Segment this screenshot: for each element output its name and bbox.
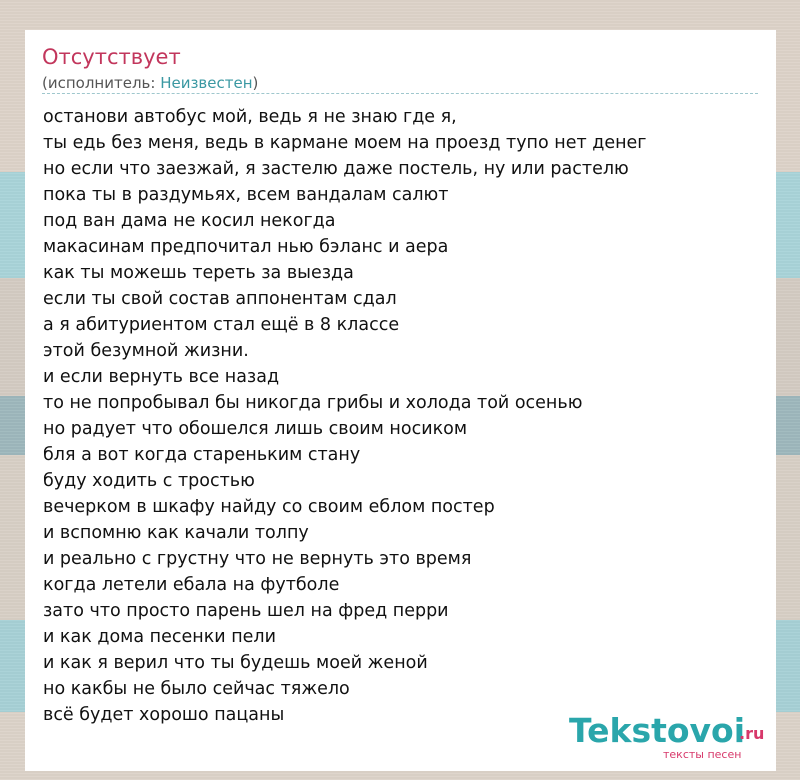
lyric-line: этой безумной жизни. bbox=[43, 341, 249, 361]
lyric-line: если ты свой состав аппонентам сдал bbox=[43, 289, 397, 309]
lyric-line: но радует что обошелся лишь своим носиком bbox=[43, 419, 468, 439]
lyric-line: и вспомню как качали толпу bbox=[43, 523, 309, 543]
logo-domain: .ru bbox=[739, 724, 765, 743]
lyric-line: и если вернуть все назад bbox=[43, 367, 280, 387]
lyric-line: и как дома песенки пели bbox=[43, 627, 276, 647]
lyric-line: как ты можешь тереть за выезда bbox=[43, 263, 354, 283]
performer-prefix: (исполнитель: bbox=[42, 74, 161, 92]
lyric-line: то не попробывал бы никогда грибы и холода той осенью bbox=[43, 393, 583, 413]
lyric-line: но если что заезжай, я застелю даже постель, ну или растелю bbox=[43, 159, 629, 179]
dashed-divider bbox=[42, 93, 758, 94]
lyric-line: и как я верил что ты будешь моей женой bbox=[43, 653, 428, 673]
site-logo[interactable] bbox=[569, 710, 779, 766]
lyric-line: под ван дама не косил некогда bbox=[43, 211, 336, 231]
lyric-line: и реально с грустну что не вернуть это время bbox=[43, 549, 472, 569]
lyric-line: зато что просто парень шел на фред перри bbox=[43, 601, 449, 621]
lyric-line: когда летели ебала на футболе bbox=[43, 575, 340, 595]
lyric-line: ты едь без меня, ведь в кармане моем на проезд тупо нет денег bbox=[43, 133, 647, 153]
lyric-line: буду ходить с тростью bbox=[43, 471, 255, 491]
lyrics-card bbox=[25, 30, 776, 771]
lyric-line: всё будет хорошо пацаны bbox=[43, 705, 285, 725]
lyrics-text bbox=[43, 104, 647, 728]
performer-line bbox=[42, 73, 258, 93]
lyric-line: останови автобус мой, ведь я не знаю где я, bbox=[43, 107, 457, 127]
lyric-line: бля а вот когда стареньким стану bbox=[43, 445, 361, 465]
lyric-line: вечерком в шкафу найду со своим еблом постер bbox=[43, 497, 495, 517]
logo-wordmark: Tekstovoi bbox=[569, 711, 746, 750]
logo-tagline: тексты песен bbox=[663, 748, 742, 761]
lyric-line: а я абитуриентом стал ещё в 8 классе bbox=[43, 315, 400, 335]
lyric-line: но какбы не было сейчас тяжело bbox=[43, 679, 350, 699]
song-title: Отсутствует bbox=[42, 45, 181, 69]
performer-link[interactable]: Неизвестен bbox=[160, 74, 253, 92]
performer-suffix: ) bbox=[252, 74, 259, 92]
lyric-line: пока ты в раздумьях, всем вандалам салют bbox=[43, 185, 449, 205]
lyric-line: макасинам предпочитал нью бэланс и аера bbox=[43, 237, 449, 257]
